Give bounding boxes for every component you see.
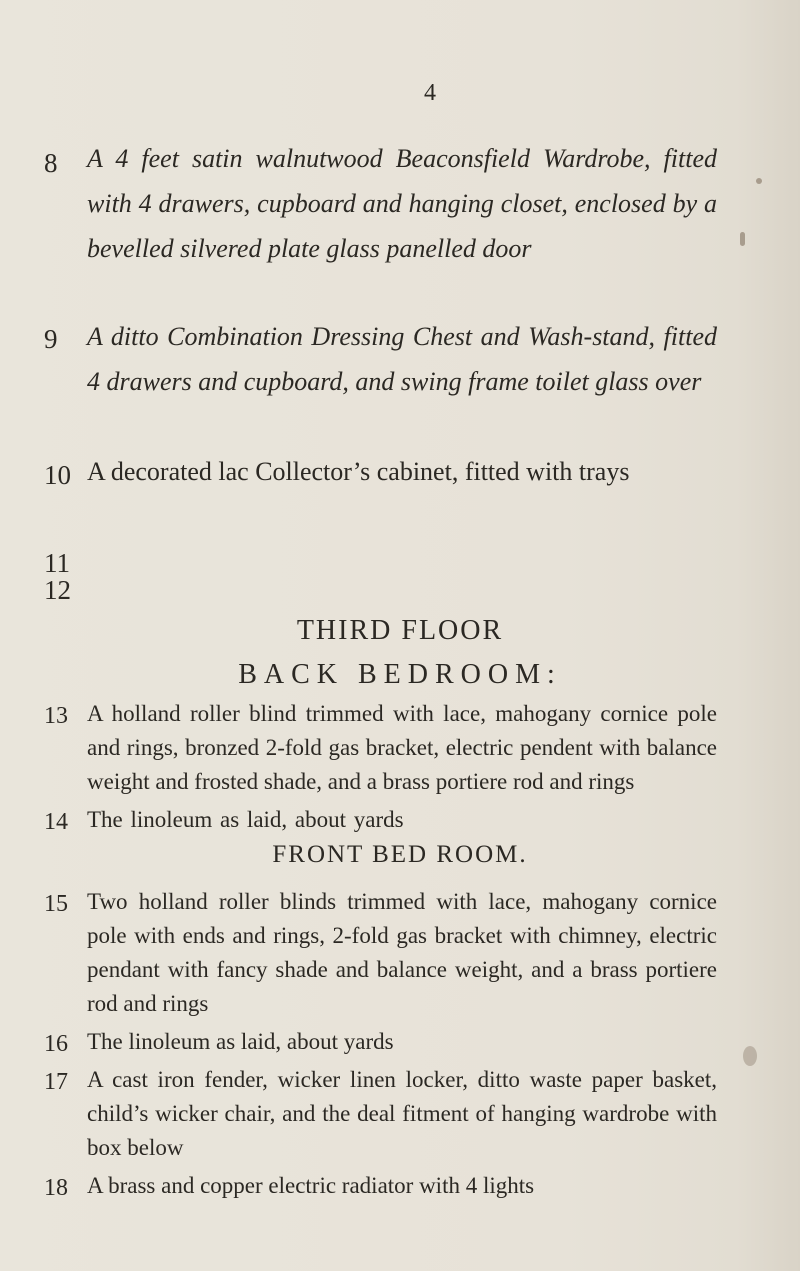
floor-heading: THIRD FLOOR	[296, 615, 504, 646]
page-number: 4	[424, 80, 436, 106]
lot-number: 12	[44, 575, 71, 605]
lot-number: 10	[44, 460, 71, 490]
lot-description: A brass and copper electric radiator with 4 lights	[87, 1173, 535, 1198]
lot-description: The linoleum as laid, about yards	[87, 807, 404, 832]
lot-description: Two holland roller blinds trimmed with lace, mahogany cornice pole with ends and rings, 2-fold gas bracket with chimney, electric pendant with fancy shade and balance weight, and a brass portiere rod and rings	[87, 889, 717, 1016]
section-heading-front-bedroom: FRONT BED ROOM.	[272, 841, 528, 868]
paper-speck	[756, 178, 762, 184]
lot-number: 8	[44, 148, 58, 178]
lot-number: 14	[44, 809, 68, 835]
lot-description: The linoleum as laid, about yards	[87, 1029, 394, 1054]
paper-speck	[740, 232, 745, 246]
lot-number: 15	[44, 891, 68, 917]
lot-description: A cast iron fender, wicker linen locker, ditto waste paper basket, child’s wicker chair, and the deal fitment of hanging wardrobe with box below	[87, 1067, 717, 1160]
lot-number: 9	[44, 324, 58, 354]
paper-speck	[743, 1046, 757, 1066]
lot-description: A 4 feet satin walnutwood Beaconsfield Wardrobe, fitted with 4 drawers, cupboard and hanging closet, enclosed by a bevelled silvered plate glass panelled door	[87, 144, 717, 263]
lot-description: A decorated lac Collector’s cabinet, fitted with trays	[87, 457, 630, 486]
lot-number: 11	[44, 548, 70, 578]
lot-number: 17	[44, 1069, 68, 1095]
lot-description: A holland roller blind trimmed with lace, mahogany cornice pole and rings, bronzed 2-fold gas bracket, electric pendent with balance weight and frosted shade, and a brass portiere rod and rings	[87, 701, 717, 794]
lot-description: A ditto Combination Dressing Chest and Wash-stand, fitted 4 drawers and cupboard, and swing frame toilet glass over	[87, 322, 717, 396]
lot-number: 18	[44, 1175, 68, 1201]
lot-number: 16	[44, 1031, 68, 1057]
section-heading-back-bedroom: BACK BEDROOM:	[238, 659, 562, 690]
lot-number: 13	[44, 703, 68, 729]
